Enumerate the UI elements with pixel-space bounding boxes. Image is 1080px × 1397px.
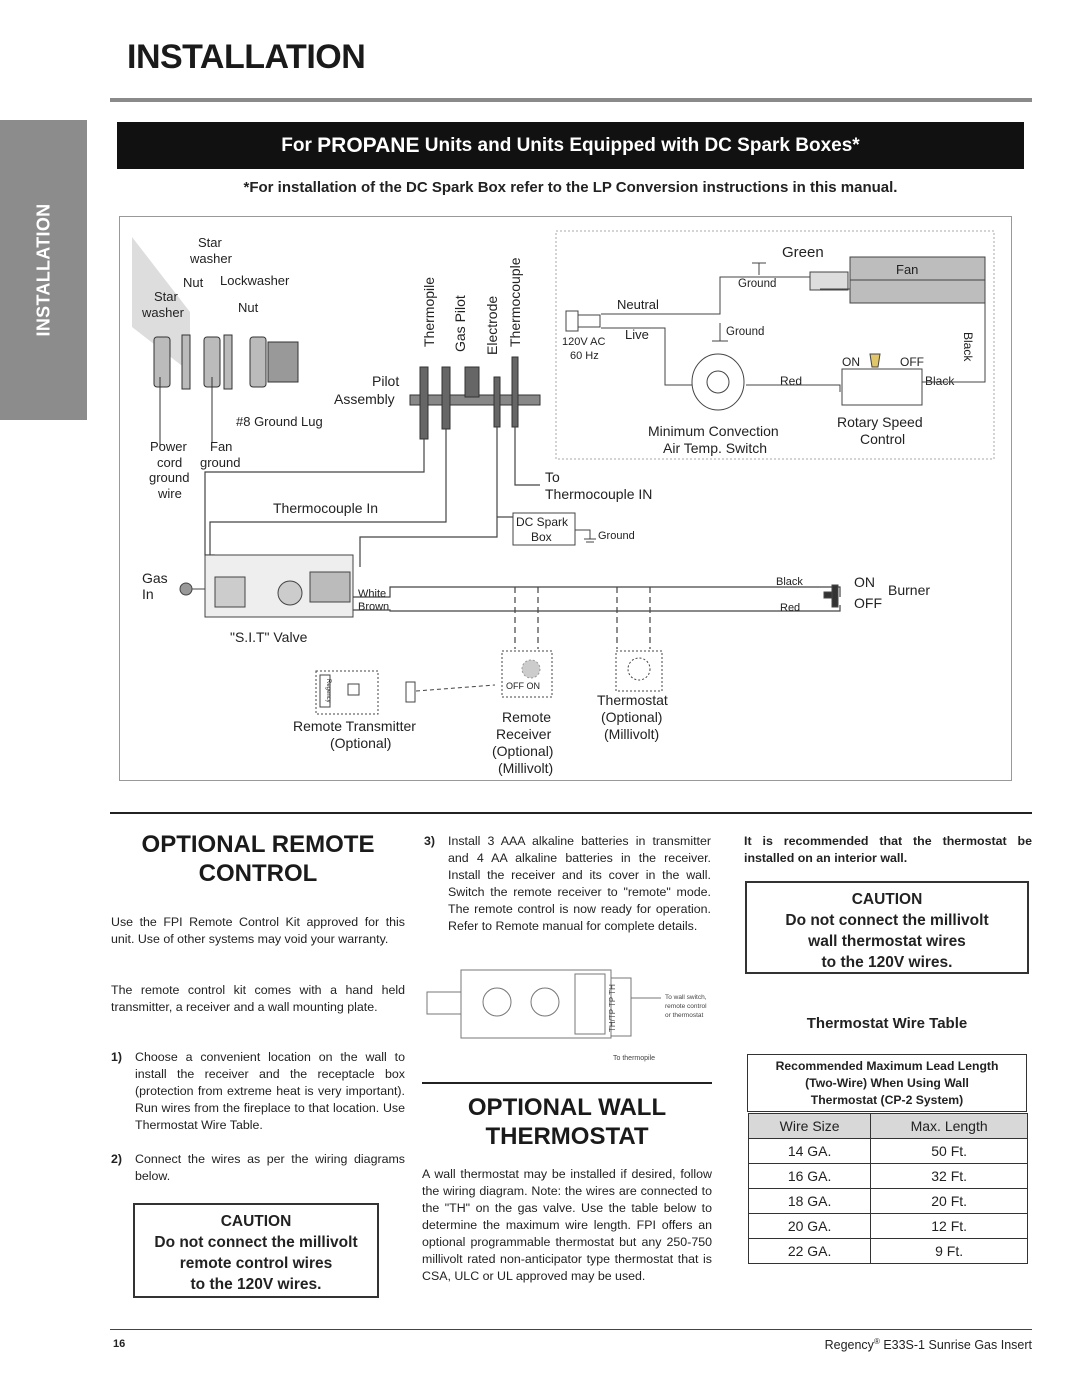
off-label-fan: OFF [900,355,924,369]
switch-ground-label: Ground [726,326,765,338]
wire-table-header-box [747,1054,1027,1112]
to-wall-1: To wall switch, [665,994,707,1001]
rotary-control [842,369,922,405]
fan-ground-label: Ground [738,278,777,290]
wire-table-head-1: Recommended Maximum Lead Length [775,1059,999,1073]
rotary-knob-icon [870,354,880,367]
step-2-text: Connect the wires as per the wiring diagrams below. [135,1152,405,1183]
step-2-number: 2) [111,1152,123,1166]
step-1-text: Choose a convenient location on the wall to install the receiver and the receptacle box (protection from extreme heat is very important). Run wires from the fireplace to that location. Use Thermostat Wire Table. [135,1050,405,1132]
wire-table-head-3: Thermostat (CP-2 System) [810,1093,964,1107]
banner-emph: PROPANE [317,133,420,157]
caution2-line-3: to the 120V wires. [821,954,953,971]
thermostat-box [616,651,662,691]
wire-table-title: Thermostat Wire Table [806,1015,968,1032]
rotary-2: Control [860,431,906,447]
min-conv-2: Air Temp. Switch [663,440,767,456]
table-cell: 22 GA. [749,1239,871,1264]
nut-label: Nut [183,275,204,290]
remote-rx-4: (Millivolt) [498,760,554,776]
side-tab-label: INSTALLATION [33,203,53,337]
caution-remote-box [133,1203,379,1298]
page-number: 16 [113,1338,126,1350]
valve-figure [425,962,717,1067]
to-wall-2: remote control [665,1003,707,1010]
brown-label: Brown [358,601,390,613]
electrode-label: Electrode [484,295,500,355]
ac-plug [566,311,600,331]
power-cord-3: ground [149,470,190,485]
banner-prefix: For [281,134,318,156]
pilot-assembly [410,357,540,439]
valve-figure-svg [425,962,717,1067]
remote-paragraph-2: The remote control kit comes with a hand held transmitter, a receiver and a wall mounting plate. [111,983,405,1014]
wire-table-head-2: (Two-Wire) When Using Wall [805,1076,969,1090]
dc-spark-note: *For installation of the DC Spark Box refer to the LP Conversion instructions in this manual. [243,179,898,196]
side-tab [0,120,87,420]
table-cell: 12 Ft. [871,1214,1028,1239]
power-cord-4: wire [158,486,182,501]
remote-step-2 [111,1151,405,1185]
remote-title-line1: OPTIONAL REMOTE [141,831,375,858]
green-label: Green [782,244,824,261]
pilot-assembly-2: Assembly [334,391,395,407]
section-divider [110,812,1032,814]
fan-ground-1: Fan [210,439,233,454]
interior-wall-note: It is recommended that the thermostat be installed on an interior wall. [744,834,1032,865]
to-thermopile-label: To thermopile [613,1055,656,1062]
black-label-fan: Black [961,332,975,362]
step-1-number: 1) [111,1050,123,1064]
wall-thermostat-divider [422,1082,712,1084]
remote-rx-2: Receiver [496,726,552,742]
thermocouple-in-label: Thermocouple In [273,500,379,516]
col-max-length: Max. Length [871,1114,1028,1139]
footer-divider [110,1329,1032,1330]
burner-switch [824,585,838,607]
wall-title-line1: OPTIONAL WALL [467,1094,667,1121]
remote-step-1 [111,1049,405,1134]
star-washer-left-1: Star [154,289,178,304]
white-label: White [358,588,387,600]
star-washer-left-2: washer [142,305,184,320]
table-row [749,1214,1028,1239]
table-row [749,1164,1028,1189]
footer-brand: Regency [824,1338,874,1353]
dc-spark-1: DC Spark [516,515,569,529]
burner-wires [353,587,840,649]
burner-label: Burner [888,582,931,598]
wiring-diagram-svg [120,217,1011,780]
th-tp-label: TH/TP TP TH [608,984,617,1032]
fan-label: Fan [896,262,919,277]
power-cord-2: cord [157,455,183,470]
spark-ground-symbol [575,530,596,542]
pilot-wires [205,427,540,567]
caution-line-2: remote control wires [179,1255,333,1272]
neutral-label: Neutral [617,297,659,312]
off-label-burner: OFF [854,595,882,611]
remote-paragraph-1: Use the FPI Remote Control Kit approved for this unit. Use of other systems may void your warranty. [111,915,405,946]
table-cell: 20 GA. [749,1214,871,1239]
table-row [749,1139,1028,1164]
caution-thermostat-box [745,881,1029,974]
caution-title: CAUTION [220,1213,292,1230]
table-cell: 16 GA. [749,1164,871,1189]
lockwasher-label: Lockwasher [220,273,290,288]
caution2-line-2: wall thermostat wires [808,933,966,950]
fan-ground-2: ground [200,455,241,470]
thermocouple-label: Thermocouple [507,257,523,347]
footer-product-name: E33S-1 Sunrise Gas Insert [879,1338,1032,1353]
caution-line-1: Do not connect the millivolt [154,1234,358,1251]
black-label-burner: Black [776,576,803,588]
table-cell: 20 Ft. [871,1189,1028,1214]
on-label-fan: ON [842,355,860,369]
black-label-switch: Black [925,374,955,388]
step-3-text: Install 3 AAA alkaline batteries in transmitter and 4 AA alkaline batteries in the receiver. Install the receiver and its cover in the wall. Switch the remote receiver to "remote" mode. The remote control is now ready for operation. Refer to Remote manual for complete details. [448,834,711,933]
ac-label-2: 60 Hz [570,350,599,362]
remote-step-3 [424,833,711,935]
wiring-diagram [119,216,1012,781]
page-title: INSTALLATION [127,38,366,76]
caution2-line-1: Do not connect the millivolt [785,912,989,929]
dc-spark-2: Box [531,530,552,544]
sit-valve [180,555,353,617]
table-cell: 18 GA. [749,1189,871,1214]
off-on-label: OFF ON [506,681,540,691]
wall-title-line2: THERMOSTAT [485,1123,649,1150]
regency-logo: Regency [325,679,331,703]
signal-line [416,685,495,691]
step-3-number: 3) [424,834,436,848]
table-cell: 50 Ft. [871,1139,1028,1164]
pilot-assembly-1: Pilot [372,373,400,389]
thermostat-2: (Optional) [601,709,663,725]
star-washer-top-2: washer [190,251,232,266]
to-wall-3: or thermostat [665,1012,704,1019]
table-cell: 14 GA. [749,1139,871,1164]
section-banner [117,122,1024,169]
min-conv-1: Minimum Convection [648,423,779,439]
table-cell: 9 Ft. [871,1239,1028,1264]
footer-product [700,1337,1032,1352]
live-label: Live [625,327,649,342]
remote-tx-2: (Optional) [330,735,392,751]
red-label-fan: Red [780,374,803,388]
sit-valve-label: "S.I.T" Valve [230,629,308,645]
caution-line-3: to the 120V wires. [190,1276,322,1293]
to-thermocouple-2: Thermocouple IN [545,486,653,502]
thermostat-3: (Millivolt) [604,726,660,742]
remote-rx-3: (Optional) [492,743,554,759]
table-row [749,1189,1028,1214]
nut2-label: Nut [238,300,259,315]
star-washer-top-1: Star [198,235,222,250]
thermostat-1: Thermostat [597,692,668,708]
wall-thermostat-title [424,1093,710,1151]
thermopile-label: Thermopile [421,276,437,347]
spark-ground-label: Ground [598,530,635,542]
remote-control-title [113,830,403,888]
power-cord-1: Power [150,439,187,454]
remote-title-line2: CONTROL [198,860,318,887]
table-row [749,1239,1028,1264]
red-label-burner: Red [780,602,801,614]
banner-suffix: Units and Units Equipped with DC Spark Boxes* [419,134,860,156]
rotary-1: Rotary Speed [837,414,923,430]
ground-lug-label: #8 Ground Lug [236,414,323,429]
gas-in-1: Gas [142,570,168,586]
table-cell: 32 Ft. [871,1164,1028,1189]
gas-in-2: In [142,586,154,602]
top-divider [110,98,1032,102]
col-wire-size: Wire Size [749,1114,871,1139]
caution2-title: CAUTION [851,891,923,908]
wire-table [748,1113,1028,1264]
gas-pilot-label: Gas Pilot [452,295,468,352]
wall-thermostat-paragraph: A wall thermostat may be installed if desired, follow the wiring diagram. Note: the wires are connected to the "TH" on the gas valve. Use the table below to determine the maximum wire length. FPI offers an optional programmable thermostat but any 250-750 millivolt rated non-anticipator type thermostat that is CSA, ULC or UL approved may be used. [422,1167,712,1283]
remote-tx-1: Remote Transmitter [293,718,416,734]
remote-rx-1: Remote [502,709,552,725]
on-label-burner: ON [854,574,875,590]
table-header-row [749,1114,1028,1139]
to-thermocouple-1: To [545,469,560,485]
ac-label-1: 120V AC [562,336,606,348]
footer-reg: ® [873,1337,880,1346]
